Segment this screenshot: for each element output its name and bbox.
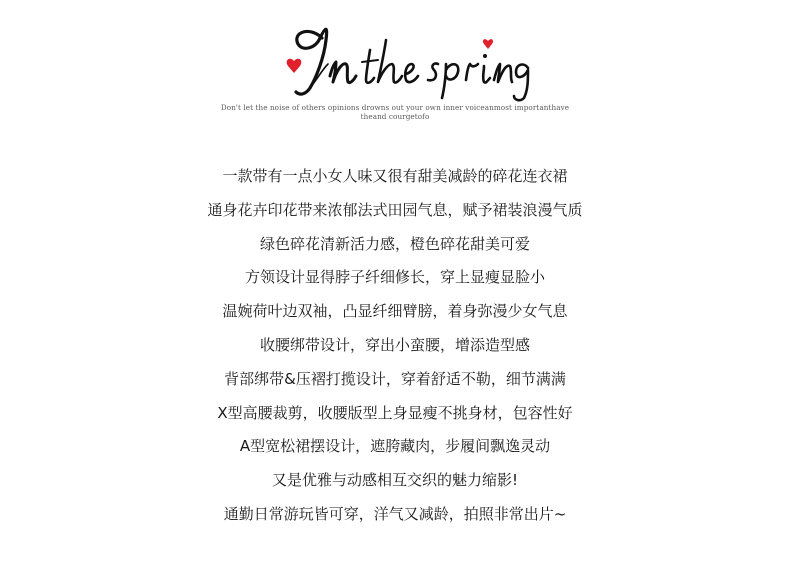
description-lines [0, 160, 790, 532]
description-line: 通勤日常游玩皆可穿，洋气又减龄，拍照非常出片~ [223, 504, 567, 523]
description-line: A型宽松裙摆设计，遮胯藏肉，步履间飘逸灵动 [239, 437, 551, 456]
tagline-line-1: Don't let the noise of others opinions drowns out your own inner voiceanmost importanthave [220, 103, 570, 112]
description-line: 收腰绑带设计，穿出小蛮腰，增添造型感 [259, 335, 530, 354]
description-line: 一款带有一点小女人味又很有甜美减龄的碎花连衣裙 [222, 167, 568, 185]
in-the-spring-logo [270, 18, 540, 104]
tagline-line-2: theand courgetofo [360, 112, 430, 121]
description-line: X型高腰裁剪，收腰版型上身显瘦不挑身材，包容性好 [217, 403, 573, 422]
description-line: 背部绑带&压褶打揽设计，穿着舒适不勒，细节满满 [224, 369, 566, 388]
description-line: 绿色碎花清新活力感，橙色碎花甜美可爱 [259, 234, 530, 253]
description-line: 温婉荷叶边双袖，凸显纤细臂膀，着身弥漫少女气息 [222, 302, 568, 321]
description-line: 方领设计显得脖子纤细修长，穿上显瘦显脸小 [244, 268, 545, 287]
tagline [170, 103, 620, 121]
description-line: 又是优雅与动感相互交织的魅力缩影! [271, 471, 518, 490]
header [0, 0, 790, 140]
description-line: 通身花卉印花带来浓郁法式田园气息，赋予裙装浪漫气质 [207, 200, 583, 219]
